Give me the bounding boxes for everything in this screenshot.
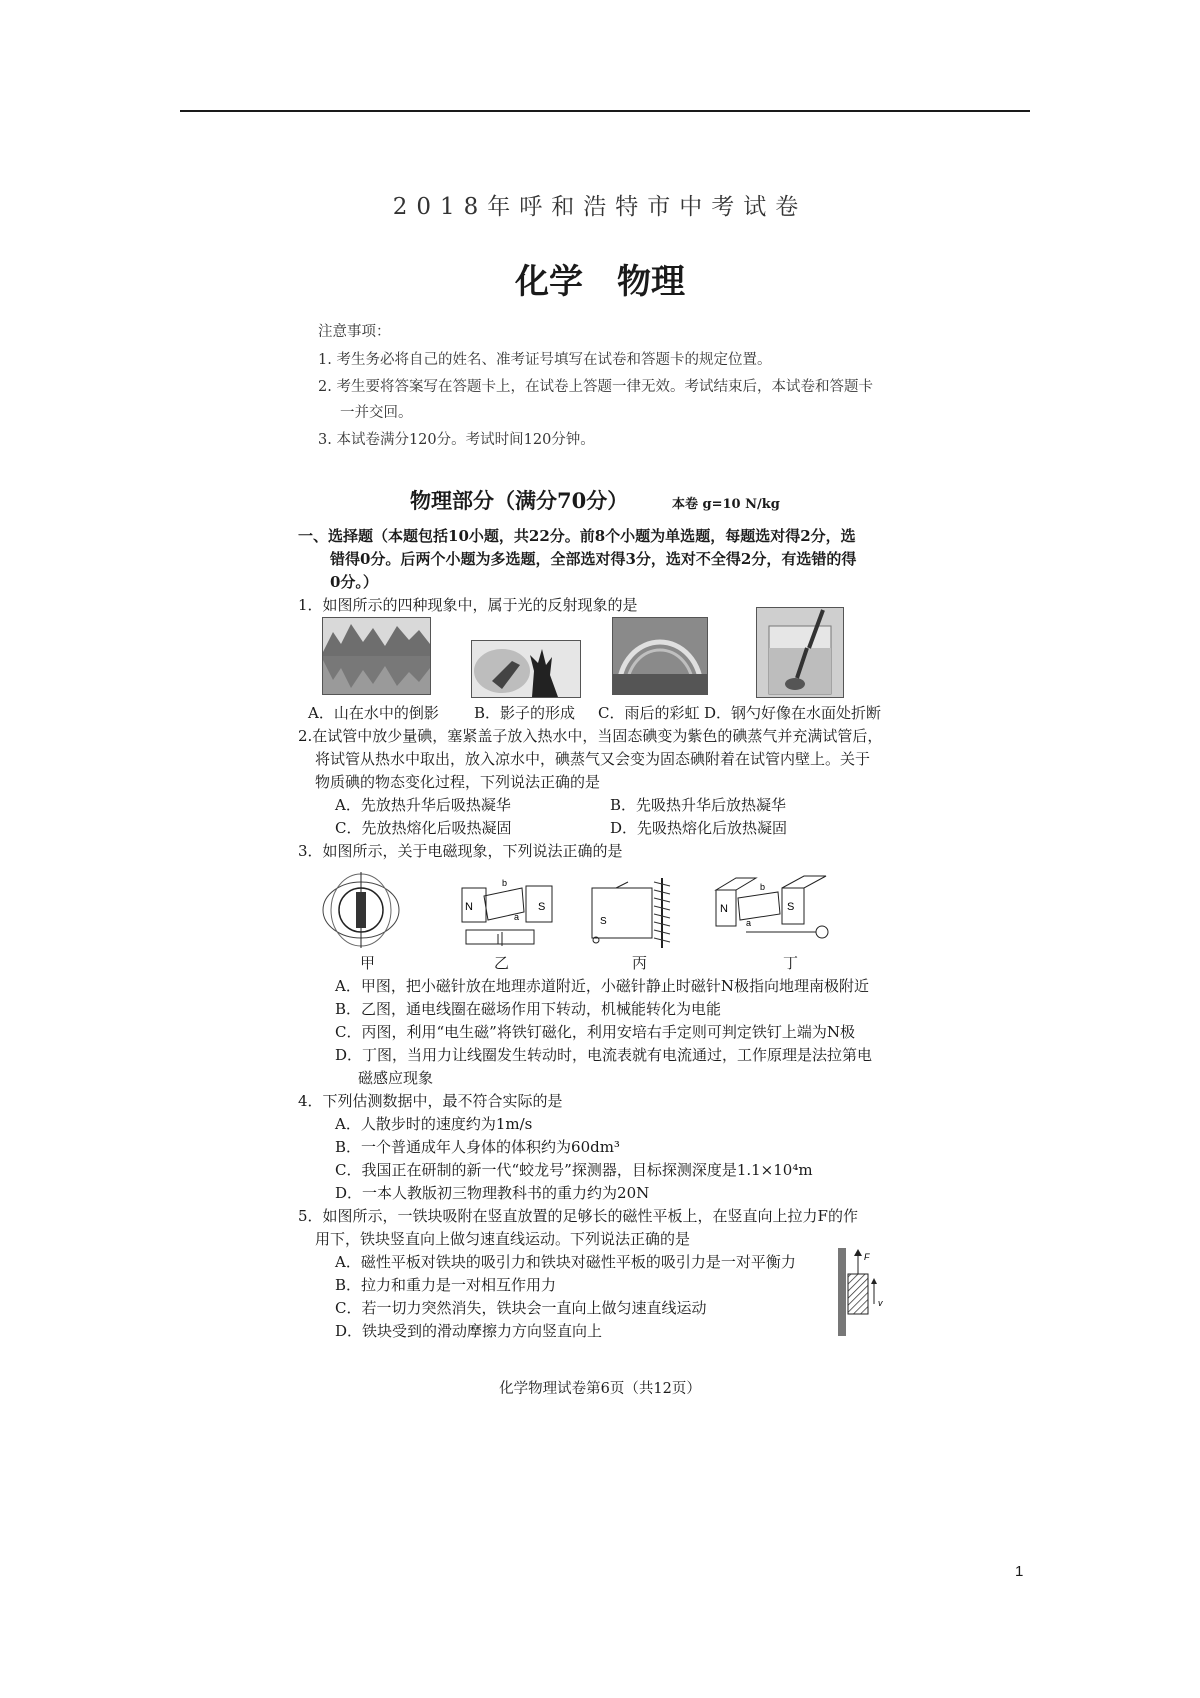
q3-option-b: B．乙图，通电线圈在磁场作用下转动，机械能转化为电能: [335, 1000, 722, 1018]
notice-item: 1. 考生务必将自己的姓名、准考证号填写在试卷和答题卡的规定位置。: [318, 352, 772, 368]
q3-figure-label-yi: 乙: [494, 954, 510, 972]
rainbow-photo: [612, 617, 708, 695]
q2-option-b: B．先吸热升华后放热凝华: [610, 796, 787, 814]
q2-stem-line: 将试管从热水中取出，放入凉水中，碘蒸气又会变为固态碘附着在试管内壁上。关于: [315, 750, 871, 768]
section-title: 物理部分（满分70分）: [410, 488, 629, 513]
notice-item: 一并交回。: [340, 405, 413, 421]
q3-figure-label-bing: 丙: [632, 954, 648, 972]
q5-option-c: C．若一切力突然消失，铁块会一直向上做匀速直线运动: [335, 1299, 707, 1317]
q4-stem: 4．下列估测数据中，最不符合实际的是: [298, 1092, 563, 1110]
notice-item: 2. 考生要将答案写在答题卡上，在试卷上答题一律无效。考试结束后，本试卷和答题卡: [318, 379, 873, 395]
svg-text:N: N: [465, 901, 473, 913]
page-footer: 化学物理试卷第6页（共12页）: [499, 1381, 701, 1397]
notice-item: 3. 本试卷满分120分。考试时间120分钟。: [318, 432, 595, 448]
svg-text:b: b: [502, 878, 508, 888]
q2-option-d: D．先吸热熔化后放热凝固: [610, 819, 788, 837]
q5-stem-line: 5．如图所示，一铁块吸附在竖直放置的足够长的磁性平板上，在竖直向上拉力F的作: [298, 1207, 858, 1225]
svg-text:S: S: [538, 901, 546, 913]
q3-figure-label-ding: 丁: [783, 954, 799, 972]
q2-option-c: C．先放热熔化后吸热凝固: [335, 819, 512, 837]
q2-stem-line: 物质碘的物态变化过程，下列说法正确的是: [315, 773, 601, 791]
svg-text:b: b: [760, 882, 766, 892]
q3-figure-label-jia: 甲: [360, 954, 376, 972]
svg-text:F: F: [864, 1252, 870, 1262]
q3-option-d: D．丁图，当用力让线圈发生转动时，电流表就有电流通过，工作原理是法拉第电: [335, 1046, 873, 1064]
page-number: 1: [1015, 1563, 1024, 1580]
q1-stem: 1．如图所示的四种现象中，属于光的反射现象的是: [298, 596, 638, 614]
shadow-puppet-photo: [471, 640, 581, 698]
mountain-reflection-photo: [322, 617, 431, 695]
svg-text:a: a: [514, 912, 520, 922]
svg-text:N: N: [720, 903, 728, 915]
q3-stem: 3．如图所示，关于电磁现象，下列说法正确的是: [298, 842, 623, 860]
q1-option-d: D．钢勺好像在水面处折断: [704, 704, 882, 722]
exam-title: 2018年呼和浩特市中考试卷: [392, 194, 808, 220]
section-intro: 错得0分。后两个小题为多选题，全部选对得3分，选对不全得2分，有选错的得: [330, 550, 857, 568]
section-intro: 一、选择题（本题包括10小题，共22分。前8个小题为单选题，每题选对得2分，选: [298, 527, 856, 545]
q4-option-d: D．一本人教版初三物理教科书的重力约为20N: [335, 1184, 650, 1202]
q1-option-b: B．影子的形成: [474, 704, 576, 722]
svg-text:S: S: [600, 916, 607, 927]
q4-option-c: C．我国正在研制的新一代“蛟龙号”探测器，目标探测深度是1.1×10⁴m: [335, 1161, 813, 1179]
electromagnet-figure: [592, 878, 670, 948]
header-rule: [180, 110, 1030, 112]
spoon-in-water-photo: [756, 607, 844, 698]
svg-text:a: a: [746, 918, 752, 928]
q2-option-a: A．先放热升华后吸热凝华: [335, 796, 511, 814]
q5-option-a: A．磁性平板对铁块的吸引力和铁块对磁性平板的吸引力是一对平衡力: [335, 1253, 796, 1271]
earth-magnetic-field-figure: [323, 872, 399, 948]
subject-title: 化学 物理: [515, 262, 685, 302]
q3-option-c: C．丙图，利用“电生磁”将铁钉磁化，利用安培右手定则可判定铁钉上端为N极: [335, 1023, 855, 1041]
q2-stem-line: 2.在试管中放少量碘，塞紧盖子放入热水中，当固态碘变为紫色的碘蒸气并充满试管后，: [298, 727, 883, 745]
q3-option-a: A．甲图，把小磁针放在地理赤道附近，小磁针静止时磁针N极指向地理南极附近: [335, 977, 869, 995]
q1-option-a: A．山在水中的倒影: [308, 704, 439, 722]
svg-text:S: S: [787, 901, 795, 913]
notice-heading: 注意事项：: [318, 324, 391, 340]
generator-figure: [716, 876, 828, 938]
q4-option-b: B．一个普通成年人身体的体积约为60dm³: [335, 1138, 620, 1156]
section-intro: 0分。）: [330, 573, 378, 591]
q1-option-c: C．雨后的彩虹: [598, 704, 700, 722]
section-note: 本卷 g=10 N/kg: [672, 497, 780, 512]
svg-text:v: v: [878, 1298, 883, 1308]
q3-option-d-cont: 磁感应现象: [358, 1069, 434, 1087]
q5-option-d: D．铁块受到的滑动摩擦力方向竖直向上: [335, 1322, 603, 1340]
q4-option-a: A．人散步时的速度约为1m/s: [335, 1115, 533, 1133]
motor-figure: [462, 878, 552, 946]
q5-option-b: B．拉力和重力是一对相互作用力: [335, 1276, 557, 1294]
magnetic-plate-figure: [836, 1246, 896, 1338]
q5-stem-line: 用下，铁块竖直向上做匀速直线运动。下列说法正确的是: [315, 1230, 691, 1248]
electromagnetism-figures: [316, 868, 916, 952]
